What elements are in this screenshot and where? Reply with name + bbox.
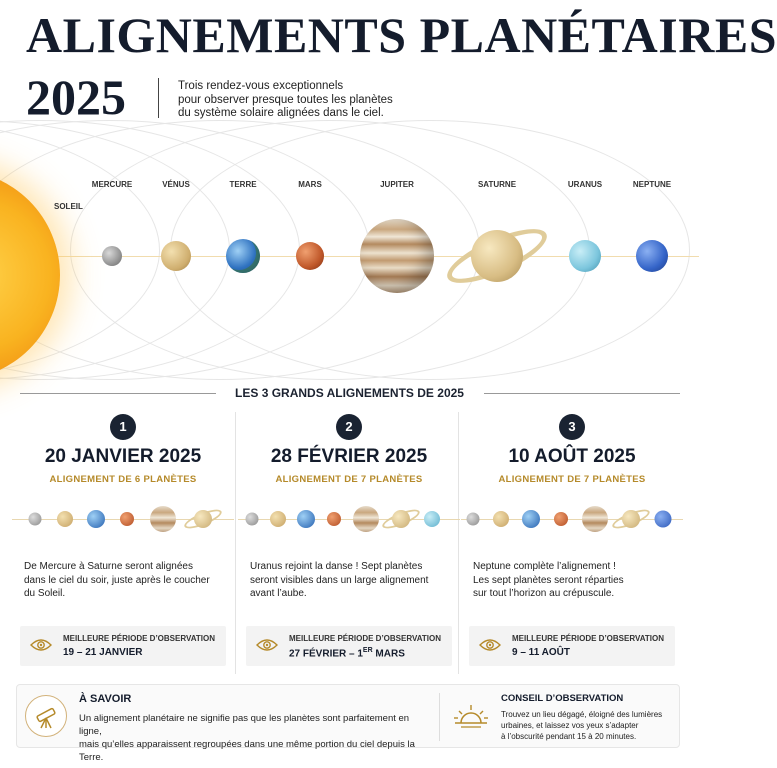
tip-text: Trouvez un lieu dégagé, éloigné des lumières urbaines, et laissez vos yeux s’adapter à l’obscurité pendant 15 à 20 minutes. bbox=[501, 710, 663, 741]
mercury-icon bbox=[467, 513, 480, 526]
uranus-icon bbox=[569, 240, 601, 272]
best-period-value: 19 – 21 JANVIER bbox=[63, 647, 143, 658]
event-description: Neptune complète l’alignement ! Les sept planètes seront réparties sur tout l’horizon au crépuscule. bbox=[473, 561, 624, 599]
event-number: 1 bbox=[110, 414, 136, 440]
venus-icon bbox=[270, 511, 286, 527]
telescope-badge bbox=[25, 695, 67, 737]
jupiter-icon bbox=[353, 506, 379, 532]
mercury-icon bbox=[102, 246, 122, 266]
earth-icon bbox=[87, 510, 105, 528]
saturn-icon bbox=[194, 510, 212, 528]
page-year: 2025 bbox=[26, 69, 126, 125]
event-planet-row bbox=[10, 502, 236, 536]
event-subtitle: ALIGNEMENT DE 6 PLANÈTES bbox=[49, 474, 197, 485]
planet-label-saturn: SATURNE bbox=[477, 180, 517, 189]
tip-title: CONSEIL D’OBSERVATION bbox=[501, 693, 624, 704]
uranus-icon bbox=[424, 511, 440, 527]
best-period-label: MEILLEURE PÉRIODE D’OBSERVATION bbox=[63, 634, 216, 643]
mars-icon bbox=[554, 512, 568, 526]
sunset-icon bbox=[453, 703, 489, 731]
event-card-1 bbox=[10, 412, 236, 674]
event-date: 20 JANVIER 2025 bbox=[44, 446, 202, 467]
event-planet-row bbox=[459, 502, 685, 536]
saturn-icon bbox=[471, 230, 523, 282]
eye-icon bbox=[479, 637, 501, 653]
event-card-2 bbox=[236, 412, 462, 674]
telescope-icon bbox=[33, 703, 61, 731]
venus-icon bbox=[57, 511, 73, 527]
eye-icon bbox=[30, 637, 52, 653]
solar-system-illustration bbox=[0, 130, 699, 370]
best-period-box bbox=[469, 626, 675, 666]
earth-icon bbox=[226, 239, 260, 273]
best-period-value: 9 – 11 AOÛT bbox=[512, 647, 570, 658]
jupiter-icon bbox=[150, 506, 176, 532]
earth-icon bbox=[297, 510, 315, 528]
planet-label-venus: VÉNUS bbox=[162, 180, 190, 189]
mars-icon bbox=[327, 512, 341, 526]
best-period-box bbox=[246, 626, 452, 666]
venus-icon bbox=[493, 511, 509, 527]
event-planet-row bbox=[236, 502, 462, 536]
jupiter-icon bbox=[582, 506, 608, 532]
best-period-value: 27 FÉVRIER – 1ER MARS bbox=[289, 647, 405, 660]
neptune-icon bbox=[636, 240, 668, 272]
mars-icon bbox=[120, 512, 134, 526]
venus-icon bbox=[161, 241, 191, 271]
event-card-3 bbox=[459, 412, 685, 674]
saturn-icon bbox=[392, 510, 410, 528]
header-divider bbox=[158, 78, 159, 118]
event-description: De Mercure à Saturne seront alignées dans le ciel du soir, juste après le coucher du Soleil. bbox=[24, 561, 210, 599]
mercury-icon bbox=[29, 513, 42, 526]
neptune-icon bbox=[655, 511, 672, 528]
footer-divider bbox=[439, 693, 440, 741]
planet-label-mercury: MERCURE bbox=[91, 180, 133, 189]
planet-label-uranus: URANUS bbox=[567, 180, 603, 189]
know-title: À SAVOIR bbox=[79, 693, 132, 705]
event-number: 3 bbox=[559, 414, 585, 440]
jupiter-icon bbox=[360, 219, 434, 293]
event-date: 28 FÉVRIER 2025 bbox=[270, 446, 428, 467]
event-subtitle: ALIGNEMENT DE 7 PLANÈTES bbox=[498, 474, 646, 485]
planet-label-earth: TERRE bbox=[229, 180, 257, 189]
sun-label: SOLEIL bbox=[54, 202, 83, 211]
mercury-icon bbox=[246, 513, 259, 526]
planet-label-jupiter: JUPITER bbox=[380, 180, 414, 189]
best-period-label: MEILLEURE PÉRIODE D’OBSERVATION bbox=[289, 634, 442, 643]
intro-text: Trois rendez-vous exceptionnels pour observer presque toutes les planètes du système solaire alignées dans le ciel. bbox=[178, 80, 393, 119]
eye-icon bbox=[256, 637, 278, 653]
info-footer bbox=[16, 684, 680, 763]
saturn-icon bbox=[622, 510, 640, 528]
section-title: LES 3 GRANDS ALIGNEMENTS DE 2025 bbox=[235, 386, 464, 400]
event-date: 10 AOÛT 2025 bbox=[508, 446, 636, 467]
planet-label-mars: MARS bbox=[298, 180, 322, 189]
mars-icon bbox=[296, 242, 324, 270]
page-title: ALIGNEMENTS PLANÉTAIRES bbox=[26, 7, 777, 63]
event-description: Uranus rejoint la danse ! Sept planètes seront visibles dans un large alignement avant l’aube. bbox=[250, 561, 429, 599]
event-subtitle: ALIGNEMENT DE 7 PLANÈTES bbox=[275, 474, 423, 485]
planet-label-neptune: NEPTUNE bbox=[632, 180, 672, 189]
know-text: Un alignement planétaire ne signifie pas que les planètes sont parfaitement en ligne, mais qu’elles apparaissent regroupées dans une même portion du ciel depuis la Terre. bbox=[79, 713, 415, 763]
best-period-label: MEILLEURE PÉRIODE D’OBSERVATION bbox=[512, 634, 665, 643]
event-number: 2 bbox=[336, 414, 362, 440]
earth-icon bbox=[522, 510, 540, 528]
best-period-box bbox=[20, 626, 226, 666]
